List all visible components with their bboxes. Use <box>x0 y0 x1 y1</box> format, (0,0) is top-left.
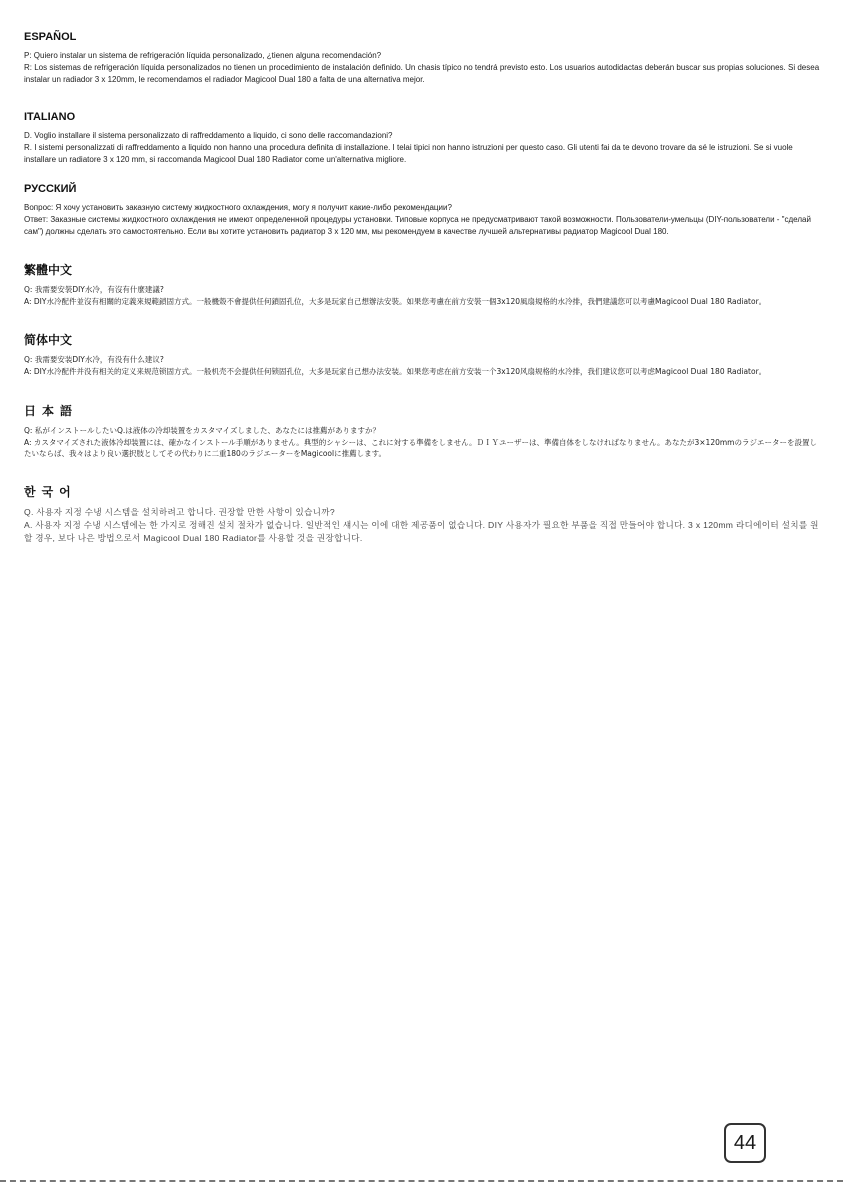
section-heading: ITALIANO <box>24 111 76 123</box>
question-text: D. Voglio installare il sistema personalizzato di raffreddamento a liquido, ci sono delle raccomandazioni? <box>24 131 393 140</box>
question-text: Q: 我需要安装DIY水冷，有没有什么建议? <box>24 355 164 364</box>
question-text: Q. 사용자 지정 수냉 시스템을 설치하려고 합니다. 권장할 만한 사항이 있습니까? <box>24 507 335 517</box>
section-japanese <box>24 404 824 460</box>
section-heading: 日本語 <box>24 404 79 418</box>
section-spanish <box>24 30 824 86</box>
question-text: P: Quiero instalar un sistema de refrigeración líquida personalizado, ¿tienen alguna recomendación? <box>24 51 382 60</box>
answer-text: R: Los sistemas de refrigeración líquida personalizados no tienen un procedimiento de instalación definido. Un chasis típico no tendrá previsto esto. Los usuarios autodidactas deberán buscar sus propias soluciones. Si desea instalar un radiador 3 x 120mm, le recomendamos el radiador Magicool Dual 180 a falta de una alternativa mejor. <box>24 63 820 84</box>
section-italian <box>24 110 824 166</box>
bottom-divider <box>0 1180 843 1182</box>
page-number: 44 <box>724 1123 766 1163</box>
section-heading: 简体中文 <box>24 333 73 347</box>
answer-text: A. 사용자 지정 수냉 시스템에는 한 가지로 정해진 설치 절차가 없습니다. 일반적인 섀시는 이에 대한 제공품이 없습니다. DIY 사용자가 필요한 부품을 직접 만들어야 합니다. 3 x 120mm 라디에이터 설치를 원할 경우, 보다 나은 방법으로서 Magicool Dual 180 Radiator를 사용할 것을 권장합니다. <box>24 520 819 543</box>
answer-text: A: DIY水冷配件并没有相关的定义来规范锁固方式。一般机壳不会提供任何锁固孔位，大多是玩家自己想办法安装。如果您考虑在前方安装一个3x120风扇规格的水冷排，我们建议您可以考虑Magicool Dual 180 Radiator。 <box>24 366 767 376</box>
section-simplified-chinese <box>24 333 766 377</box>
section-korean <box>24 485 824 545</box>
section-traditional-chinese <box>24 263 766 307</box>
section-heading: ESPAÑOL <box>24 31 77 43</box>
question-text: Вопрос: Я хочу установить заказную систему жидкостного охлаждения, могу я получит какие-либо рекомендации? <box>24 203 452 212</box>
section-heading: 한국어 <box>24 485 77 499</box>
question-text: Q: 我需要安裝DIY水冷，有沒有什麼建議? <box>24 285 164 294</box>
question-text: Q: 私がインストールしたいQ.は液体の冷却装置をカスタマイズしました、あなたには推薦がありますか？ <box>24 426 380 435</box>
answer-text: Ответ: Заказные системы жидкостного охлаждения не имеют определенной процедуры установки. Типовые корпуса не предусматривают такой возможности. Пользователи-умельцы (DIY-пользователи - "сделай сам") должны сделать это самостоятельно. Если вы хотите установить радиатор 3 x 120 мм, мы рекомендуем в качестве лучшей альтернативы радиатор Magicool Dual 180. <box>24 215 811 236</box>
answer-text: R. I sistemi personalizzati di raffreddamento a liquido non hanno una procedura definita di installazione. I telai tipici non hanno istruzioni per questo caso. Gli utenti fai da te devono trovare da sé le istruzioni. Se si vuole installare un radiatore 3 x 120 mm, si raccomanda Magicool Dual 180 Radiator come un'alternativa migliore. <box>24 143 793 164</box>
answer-text: A: カスタマイズされた液体冷却装置には、確かなインストール手順がありません。典型的シャシーは、これに対する準備をしません。ＤＩＹユーザーは、準備自体をしなければなりません。あなたが3×120mmのラジエーターを設置したいならば、我々はより良い選択肢としてその代わりに二重180のラジエーターをMagicoolに推薦します。 <box>24 437 817 458</box>
section-heading: РУССКИЙ <box>24 183 77 195</box>
answer-text: A: DIY水冷配件並沒有相關的定義來規範鎖固方式。一般機殼不會提供任何鎖固孔位，大多是玩家自己想辦法安裝。如果您考慮在前方安裝一個3x120風扇規格的水冷排，我們建議您可以考慮Magicool Dual 180 Radiator。 <box>24 296 767 306</box>
section-heading: 繁體中文 <box>24 263 73 277</box>
section-russian <box>24 182 824 238</box>
